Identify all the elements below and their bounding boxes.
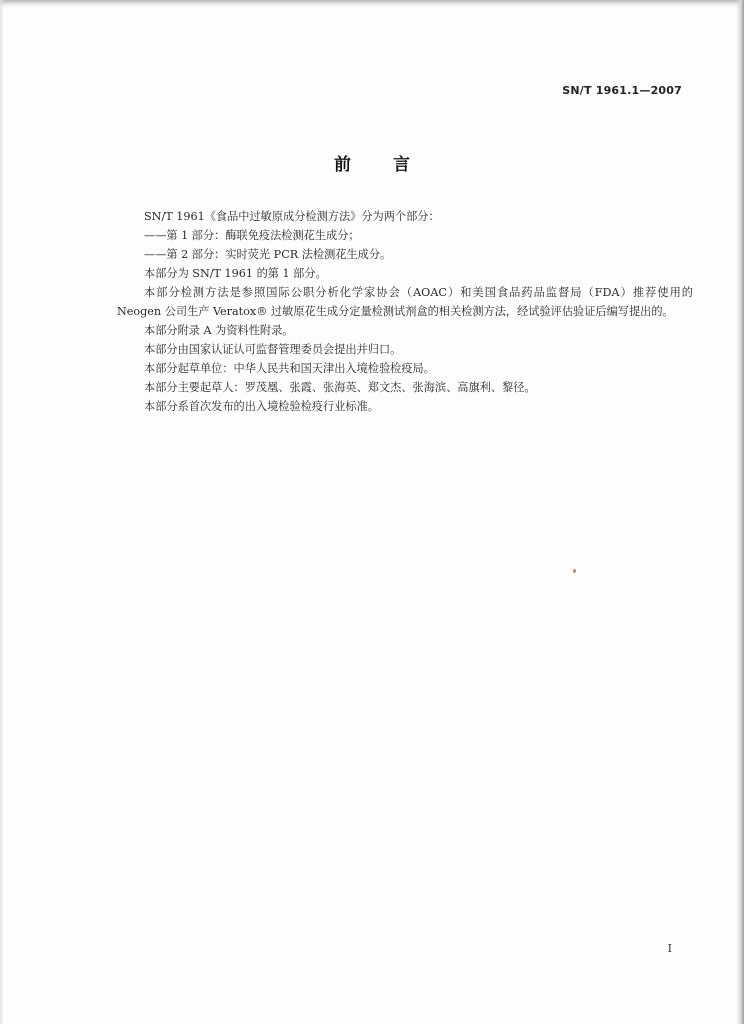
paragraph-this-part: 本部分为 SN/T 1961 的第 1 部分。 <box>144 267 327 280</box>
paragraph-method-reference: 本部分检测方法是参照国际公职分析化学家协会（AOAC）和美国食品药品监督局（FDA）推荐使用的 Neogen 公司生产 Veratox® 过敏原花生成分定量检测试剂盒的相关检测方法，经试验评估验证后编写提出的。 <box>117 286 693 318</box>
paragraph-part-2: ——第 2 部分：实时荧光 PCR 法检测花生成分。 <box>144 248 392 261</box>
standard-number: SN/T 1961.1—2007 <box>562 84 682 97</box>
scan-speck <box>573 569 576 573</box>
paragraph-drafting-unit: 本部分起草单位：中华人民共和国天津出入境检验检疫局。 <box>144 362 435 375</box>
paragraph-annex: 本部分附录 A 为资料性附录。 <box>144 324 294 337</box>
paragraph-part-1: ——第 1 部分：酶联免疫法检测花生成分； <box>144 229 360 242</box>
paragraph-proposed-by: 本部分由国家认证认可监督管理委员会提出并归口。 <box>144 343 402 356</box>
paragraph-drafters: 本部分主要起草人：罗茂凰、张霞、张海英、郑文杰、张海滨、高旗利、黎径。 <box>144 381 536 394</box>
paragraph-intro: SN/T 1961《食品中过敏原成分检测方法》分为两个部分： <box>144 210 440 223</box>
page-top-edge-shadow <box>0 0 744 8</box>
foreword-body <box>117 207 693 416</box>
page-number: I <box>667 942 672 955</box>
paragraph-first-release: 本部分系首次发布的出入境检验检疫行业标准。 <box>144 400 379 413</box>
page-title: 前言 <box>334 155 452 175</box>
